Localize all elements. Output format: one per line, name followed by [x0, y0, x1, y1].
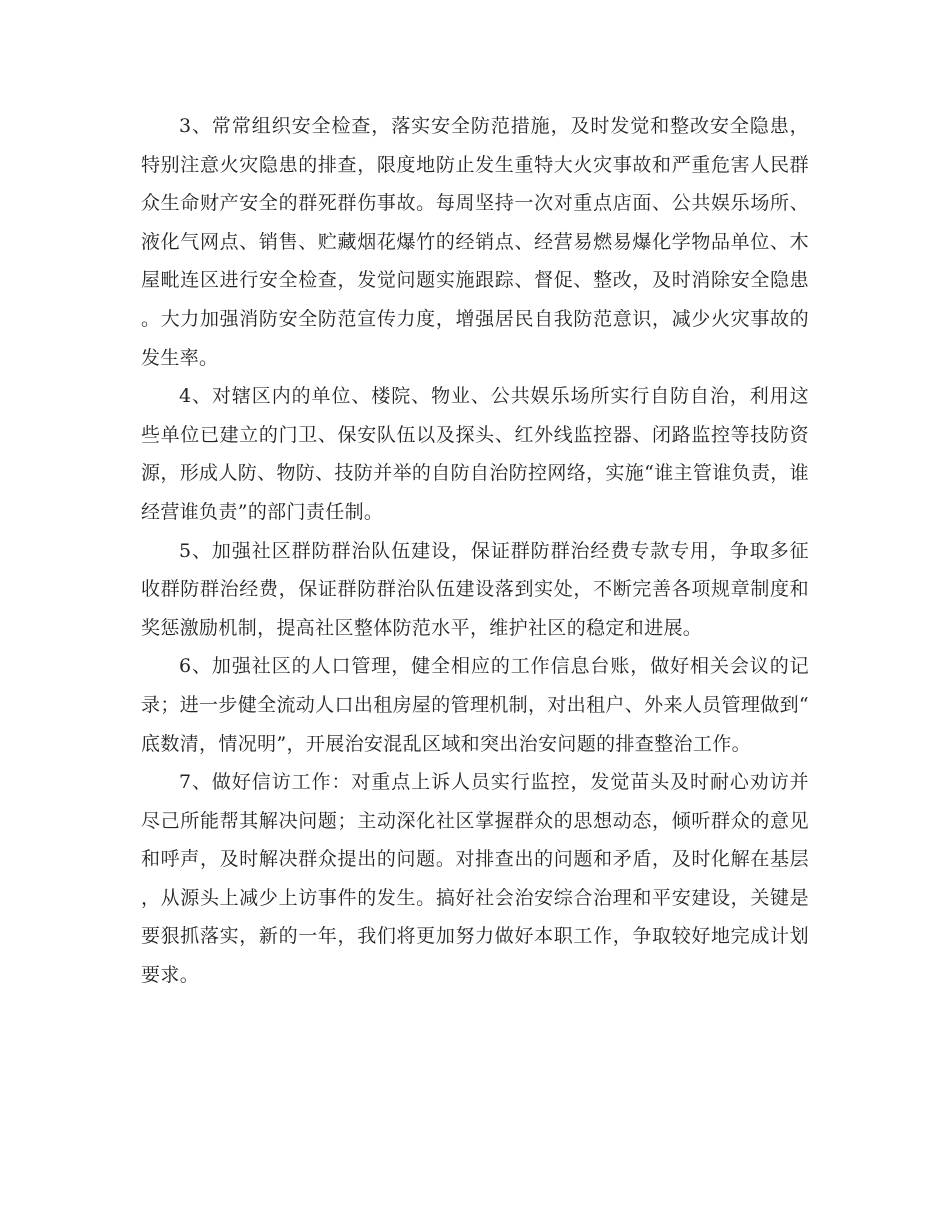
document-body [141, 107, 809, 995]
paragraph-item-7: 7、做好信访工作：对重点上诉人员实行监控，发觉苗头及时耐心劝访并尽己所能帮其解决问题；主动深化社区掌握群众的思想动态，倾听群众的意见和呼声，及时解决群众提出的问题。对排查出的问题和矛盾，及时化解在基层，从源头上减少上访事件的发生。搞好社会治安综合治理和平安建设，关键是要狠抓落实，新的一年，我们将更加努力做好本职工作，争取较好地完成计划要求。 [141, 771, 809, 987]
paragraph-item-6: 6、加强社区的人口管理，健全相应的工作信息台账，做好相关会议的记录；进一步健全流动人口出租房屋的管理机制，对出租户、外来人员管理做到“底数清，情况明”，开展治安混乱区域和突出治安问题的排查整治工作。 [141, 655, 809, 755]
paragraph-item-5: 5、加强社区群防群治队伍建设，保证群防群治经费专款专用，争取多征收群防群治经费，保证群防群治队伍建设落到实处，不断完善各项规章制度和奖惩激励机制，提高社区整体防范水平，维护社区的稳定和进展。 [141, 539, 809, 639]
paragraph-item-3: 3、常常组织安全检查，落实安全防范措施，及时发觉和整改安全隐患，特别注意火灾隐患的排查，限度地防止发生重特大火灾事故和严重危害人民群众生命财产安全的群死群伤事故。每周坚持一次对重点店面、公共娱乐场所、液化气网点、销售、贮藏烟花爆竹的经销点、经营易燃易爆化学物品单位、木屋毗连区进行安全检查，发觉问题实施跟踪、督促、整改，及时消除安全隐患。大力加强消防安全防范宣传力度，增强居民自我防范意识，减少火灾事故的发生率。 [141, 115, 809, 369]
paragraph-item-4: 4、对辖区内的单位、楼院、物业、公共娱乐场所实行自防自治，利用这些单位已建立的门卫、保安队伍以及探头、红外线监控器、闭路监控等技防资源，形成人防、物防、技防并举的自防自治防控网络，实施“谁主管谁负责，谁经营谁负责”的部门责任制。 [141, 385, 809, 523]
